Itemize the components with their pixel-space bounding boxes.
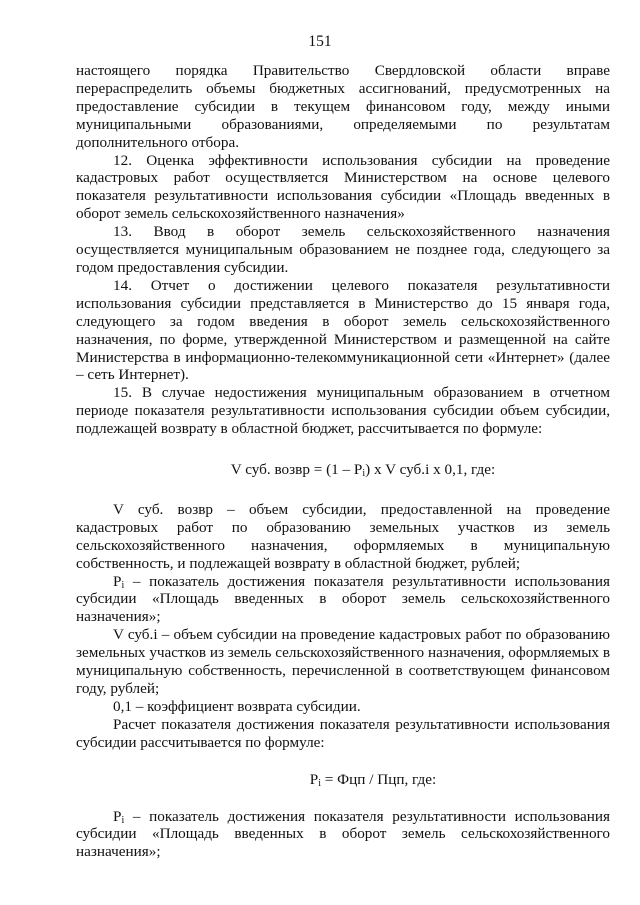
definition-pi-second xyxy=(76,808,610,862)
paragraph-13: 13. Ввод в оборот земель сельскохозяйственного назначения осуществляется муниципальным образованием не позднее года, следующего за годом предоставления субсидии. xyxy=(76,223,610,276)
formula-1-left: V суб. возвр = (1 – P xyxy=(230,461,363,479)
definition-pi-second-text: – показатель достижения показателя результативности использования субсидии «Площадь введенных в оборот земель сельскохозяйственного назначения»; xyxy=(76,807,610,861)
page-number: 151 xyxy=(308,33,332,50)
pi-subscript: i xyxy=(121,579,125,591)
pi-subscript-second: i xyxy=(121,814,125,826)
formula-subsidy-return xyxy=(76,461,610,479)
definition-v-subi: V суб.i – объем субсидии на проведение кадастровых работ по образованию земельных участков из земель сельскохозяйственного назначения, оформляемых в муниципальную собственность, перечисленной в соответствующем финансовом году, рублей; xyxy=(76,626,610,697)
definition-v-vozvr: V суб. возвр – объем субсидии, предоставленной на проведение кадастровых работ по образованию земельных участков из земель сельскохозяйственного назначения, оформляемых в муниципальную собственность, и подлежащей возврату в областной бюджет, рублей; xyxy=(76,500,610,572)
definition-pi-text: – показатель достижения показателя результативности использования субсидии «Площадь введенных в оборот земель сельскохозяйственного назначения»; xyxy=(76,572,610,626)
document-body xyxy=(76,62,610,861)
paragraph-calculation: Расчет показателя достижения показателя результативности использования субсидии рассчитывается по формуле: xyxy=(76,715,610,751)
formula-1-subscript: i xyxy=(362,468,366,480)
pi-symbol: P xyxy=(113,572,122,590)
definition-coefficient: 0,1 – коэффициент возврата субсидии. xyxy=(113,697,361,715)
formula-2-symbol: P xyxy=(309,770,319,788)
paragraph-12: 12. Оценка эффективности использования субсидии на проведение кадастровых работ осуществляется Министерством на основе целевого показателя результативности использования субсидии «Площадь введенных в оборот земель сельскохозяйственного назначения» xyxy=(76,151,610,223)
definition-pi xyxy=(76,573,610,627)
formula-1-right: ) x V суб.i x 0,1, где: xyxy=(365,461,496,479)
paragraph-14: 14. Отчет о достижении целевого показателя результативности использования субсидии представляется в Министерство до 15 января года, следующего за годом введения в оборот земель сельскохозяйственного назначения, по форме, утвержденной Министерством и размещенной на сайте Министерства в информационно-телекоммуникационной сети «Интернет» (далее – сеть Интернет). xyxy=(76,276,610,384)
pi-symbol-second: P xyxy=(113,807,122,825)
formula-2-subscript: i xyxy=(318,777,321,789)
formula-2-right: = Фцп / Пцп, где: xyxy=(321,770,437,788)
paragraph-continuation: настоящего порядка Правительство Свердловской области вправе перераспределить объемы бюджетных ассигнований, предусмотренных на предоставление субсидии в текущем финансовом году, между иными муниципальными образованиями, определяемыми по результатам дополнительного отбора. xyxy=(76,62,610,151)
paragraph-15: 15. В случае недостижения муниципальным образованием в отчетном периоде показателя результативности использования субсидии объем субсидии, подлежащей возврату в областной бюджет, рассчитывается по формуле: xyxy=(76,384,610,438)
formula-pi xyxy=(76,771,610,789)
